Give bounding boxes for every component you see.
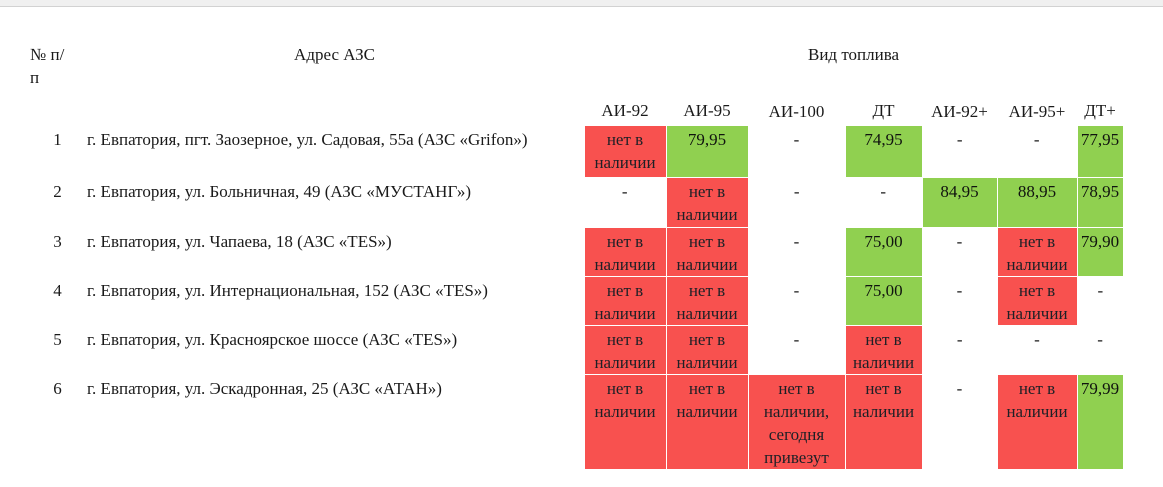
row-number: 6 bbox=[53, 378, 62, 398]
station-address: г. Евпатория, ул. Больничная, 49 (АЗС «МУСТАНГ») bbox=[87, 181, 472, 201]
fuel-cell-unavailable: нет в наличии bbox=[845, 326, 922, 375]
fuel-cell-unavailable: нет в наличии bbox=[584, 375, 666, 470]
col-header-number-line1: № п/ bbox=[30, 45, 65, 64]
fuel-cell-empty: - bbox=[793, 280, 800, 300]
fuel-cell-unavailable: нет в наличии bbox=[666, 228, 748, 277]
table-body bbox=[30, 126, 1123, 470]
fuel-cell-unavailable: нет в наличии bbox=[997, 277, 1077, 326]
fuel-cell-price: 75,00 bbox=[845, 277, 922, 326]
fuel-cell-unavailable: нет в наличии bbox=[666, 277, 748, 326]
fuel-cell-empty: - bbox=[1097, 329, 1103, 349]
fuel-cell-price: 74,95 bbox=[845, 126, 922, 178]
fuel-cell-empty: - bbox=[793, 129, 800, 149]
fuel-cell-price: 77,95 bbox=[1077, 126, 1123, 178]
fuel-cell-empty: - bbox=[880, 182, 887, 201]
fuel-cell-unavailable: нет в наличии, сегодня привезут bbox=[748, 375, 845, 470]
fuel-cell-price: 79,90 bbox=[1077, 228, 1123, 277]
fuel-cell-empty: - bbox=[956, 378, 963, 398]
fuel-cell-unavailable: нет в наличии bbox=[997, 228, 1077, 277]
fuel-cell-unavailable: нет в наличии bbox=[584, 228, 666, 277]
fuel-cell-price: 79,99 bbox=[1077, 375, 1123, 470]
window-top-bar bbox=[0, 0, 1163, 7]
fuel-price-document bbox=[0, 7, 1163, 470]
fuel-cell-empty: - bbox=[956, 129, 963, 149]
fuel-cell-price: 75,00 bbox=[845, 228, 922, 277]
station-row bbox=[30, 375, 1123, 470]
table-header-group-row bbox=[30, 43, 1123, 99]
station-address: г. Евпатория, ул. Эскадронная, 25 (АЗС «АТАН») bbox=[87, 378, 442, 398]
station-address: г. Евпатория, ул. Интернациональная, 152 (АЗС «TES») bbox=[87, 280, 488, 300]
col-header-fuel-type-3: ДТ bbox=[872, 101, 895, 120]
station-address: г. Евпатория, пгт. Заозерное, ул. Садовая, 55а (АЗС «Grifon») bbox=[87, 129, 528, 149]
station-address: г. Евпатория, ул. Красноярское шоссе (АЗС «TES») bbox=[87, 329, 458, 349]
fuel-cell-unavailable: нет в наличии bbox=[666, 178, 748, 228]
station-row bbox=[30, 228, 1123, 277]
col-header-fuel-type-5: АИ-95+ bbox=[1008, 101, 1066, 121]
fuel-cell-unavailable: нет в наличии bbox=[584, 326, 666, 375]
fuel-cell-price: 78,95 bbox=[1077, 178, 1123, 228]
fuel-cell-unavailable: нет в наличии bbox=[584, 277, 666, 326]
fuel-cell-unavailable: нет в наличии bbox=[584, 126, 666, 178]
fuel-price-table bbox=[30, 43, 1124, 470]
fuel-cell-unavailable: нет в наличии bbox=[666, 375, 748, 470]
col-header-fuel-type-1: АИ-95 bbox=[683, 101, 731, 120]
col-header-number bbox=[30, 43, 85, 126]
fuel-cell-empty: - bbox=[621, 182, 628, 201]
fuel-cell-empty: - bbox=[956, 280, 963, 300]
col-header-address: Адрес АЗС bbox=[294, 45, 375, 64]
fuel-cell-unavailable: нет в наличии bbox=[845, 375, 922, 470]
row-number: 5 bbox=[53, 329, 62, 349]
fuel-cell-empty: - bbox=[1033, 129, 1040, 149]
row-number: 4 bbox=[53, 280, 62, 300]
station-address: г. Евпатория, ул. Чапаева, 18 (АЗС «TES») bbox=[87, 231, 392, 251]
fuel-cell-empty: - bbox=[793, 181, 800, 201]
col-header-fuel-type-0: АИ-92 bbox=[601, 101, 649, 120]
col-header-fuel-type-2: АИ-100 bbox=[768, 101, 825, 121]
fuel-cell-price: 79,95 bbox=[666, 126, 748, 178]
row-number: 2 bbox=[53, 181, 62, 201]
fuel-cell-empty: - bbox=[1097, 281, 1104, 300]
row-number: 3 bbox=[53, 231, 62, 251]
col-header-fuel-type-4: АИ-92+ bbox=[931, 101, 988, 121]
fuel-cell-unavailable: нет в наличии bbox=[997, 375, 1077, 470]
station-row bbox=[30, 178, 1123, 228]
fuel-cell-empty: - bbox=[956, 232, 963, 251]
fuel-cell-empty: - bbox=[793, 329, 800, 349]
station-row bbox=[30, 126, 1123, 178]
fuel-cell-price: 84,95 bbox=[922, 178, 997, 228]
row-number: 1 bbox=[53, 129, 62, 149]
fuel-cell-empty: - bbox=[793, 231, 800, 251]
col-header-fuel-group: Вид топлива bbox=[808, 45, 900, 64]
fuel-cell-empty: - bbox=[1034, 330, 1040, 349]
col-header-fuel-type-6: ДТ+ bbox=[1084, 101, 1116, 120]
station-row bbox=[30, 326, 1123, 375]
fuel-cell-unavailable: нет в наличии bbox=[666, 326, 748, 375]
fuel-cell-price: 88,95 bbox=[997, 178, 1077, 228]
col-header-number-line2: п bbox=[30, 68, 40, 87]
fuel-cell-empty: - bbox=[956, 329, 963, 349]
station-row bbox=[30, 277, 1123, 326]
